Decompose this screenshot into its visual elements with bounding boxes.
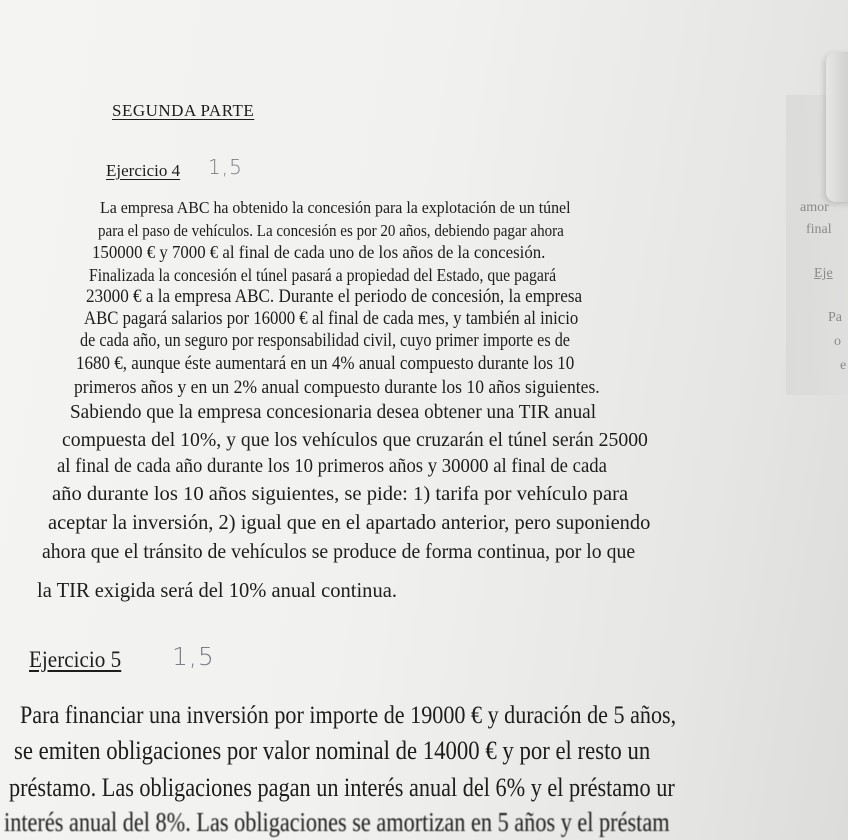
paragraph-line: primeros años y en un 2% anual compuesto durante los 10 años siguientes. <box>74 377 600 398</box>
paragraph-line: Sabiendo que la empresa concesionaria desea obtener una TIR anual <box>70 402 597 423</box>
paragraph-line: 150000 € y 7000 € al final de cada uno de los años de la concesión. <box>92 242 546 262</box>
paragraph-line: se emiten obligaciones por valor nominal de 14000 € y por el resto un <box>14 736 651 765</box>
exercise-4-heading: Ejercicio 4 <box>106 161 181 180</box>
paragraph-line: la TIR exigida será del 10% anual continua. <box>37 578 397 602</box>
paper-clip-tab <box>826 52 848 202</box>
margin-fragment: final <box>806 222 832 237</box>
paragraph-line: al final de cada año durante los 10 primeros años y 30000 al final de cada <box>57 455 607 477</box>
paragraph-line: interés anual del 8%. Las obligaciones se amortizan en 5 años y el préstam <box>4 807 670 837</box>
margin-fragment: Eje <box>814 266 833 281</box>
margin-fragment: e <box>840 358 847 373</box>
exercise-5-score: 1,5 <box>172 642 215 671</box>
paragraph-line: ahora que el tránsito de vehículos se produce de forma continua, por lo que <box>42 539 636 563</box>
exercise-4-score: 1,5 <box>208 155 243 179</box>
paragraph-line: año durante los 10 años siguientes, se pide: 1) tarifa por vehículo para <box>52 483 629 505</box>
paragraph-line: compuesta del 10%, y que los vehículos que cruzarán el túnel serán 25000 <box>62 429 648 451</box>
paragraph-line: Para financiar una inversión por importe de 19000 € y duración de 5 años, <box>20 702 677 729</box>
section-title: SEGUNDA PARTE <box>112 101 255 120</box>
margin-fragment: Pa <box>828 310 842 325</box>
paragraph-line: para el paso de vehículos. La concesión es por 20 años, debiendo pagar ahora <box>98 221 564 240</box>
paragraph-line: préstamo. Las obligaciones pagan un interés anual del 6% y el préstamo ur <box>9 772 675 802</box>
paragraph-line: Finalizada la concesión el túnel pasará a propiedad del Estado, que pagará <box>89 265 557 285</box>
paragraph-line: ABC pagará salarios por 16000 € al final de cada mes, y también al inicio <box>84 309 579 329</box>
margin-fragment: o <box>834 334 841 349</box>
paragraph-line: 1680 €, aunque éste aumentará en un 4% anual compuesto durante los 10 <box>76 353 575 374</box>
paragraph-line: aceptar la inversión, 2) igual que en el apartado anterior, pero suponiendo <box>48 510 651 534</box>
paragraph-line: 23000 € a la empresa ABC. Durante el periodo de concesión, la empresa <box>86 287 583 307</box>
exercise-5-heading: Ejercicio 5 <box>29 647 122 672</box>
margin-fragment: amor <box>800 200 829 215</box>
paragraph-line: de cada año, un seguro por responsabilidad civil, cuyo primer importe es de <box>80 331 570 351</box>
paragraph-line: La empresa ABC ha obtenido la concesión para la explotación de un túnel <box>100 198 571 217</box>
